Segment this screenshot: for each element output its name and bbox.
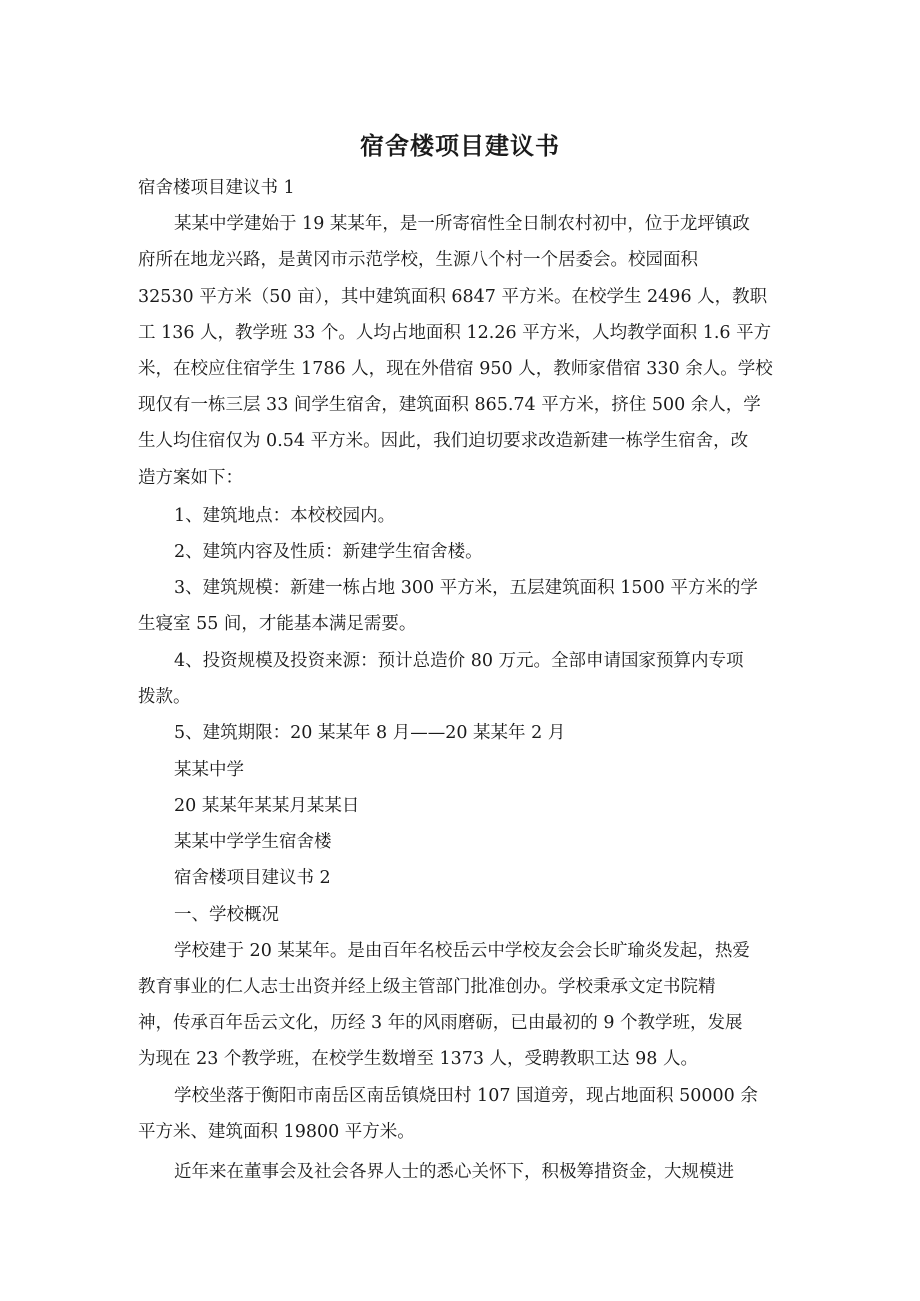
paragraph-line: 近年来在董事会及社会各界人士的悉心关怀下，积极筹措资金，大规模进 <box>174 1162 734 1182</box>
section-heading: 宿舍楼项目建议书 1 <box>138 178 295 198</box>
paragraph-line: 教育事业的仁人志士出资并经上级主管部门批准创办。学校秉承文定书院精 <box>138 977 716 997</box>
paragraph-line: 府所在地龙兴路，是黄冈市示范学校，生源八个村一个居委会。校园面积 <box>138 250 698 270</box>
paragraph-line: 32530 平方米（50 亩），其中建筑面积 6847 平方米。在校学生 2496 人，教职 <box>138 287 768 307</box>
paragraph-line: 为现在 23 个教学班，在校学生数增至 1373 人，受聘教职工达 98 人。 <box>138 1049 698 1069</box>
paragraph-line: 现仅有一栋三层 33 间学生宿舍，建筑面积 865.74 平方米，挤住 500 余人，学 <box>138 395 761 415</box>
paragraph-line: 平方米、建筑面积 19800 平方米。 <box>138 1122 415 1142</box>
paragraph-line: 生人均住宿仅为 0.54 平方米。因此，我们迫切要求改造新建一栋学生宿舍，改 <box>138 431 749 451</box>
signature-date: 20 某某年某某月某某日 <box>174 796 360 816</box>
list-item: 2、建筑内容及性质：新建学生宿舍楼。 <box>174 542 483 562</box>
list-item: 3、建筑规模：新建一栋占地 300 平方米，五层建筑面积 1500 平方米的学 <box>174 578 758 598</box>
list-item: 1、建筑地点：本校校园内。 <box>174 506 396 526</box>
section-heading: 宿舍楼项目建议书 2 <box>174 868 331 888</box>
signature-school: 某某中学 <box>174 760 244 780</box>
paragraph-line: 某某中学建始于 19 某某年，是一所寄宿性全日制农村初中，位于龙坪镇政 <box>174 214 750 234</box>
paragraph-line: 学校建于 20 某某年。是由百年名校岳云中学校友会会长旷瑜炎发起，热爱 <box>174 941 750 961</box>
list-item: 4、投资规模及投资来源：预计总造价 80 万元。全部申请国家预算内专项 <box>174 651 744 671</box>
paragraph-line: 造方案如下： <box>138 468 243 488</box>
list-item-continuation: 拨款。 <box>138 687 191 707</box>
list-item-continuation: 生寝室 55 间，才能基本满足需要。 <box>138 614 417 634</box>
subsection-heading: 一、学校概况 <box>174 905 279 925</box>
paragraph-line: 某某中学学生宿舍楼 <box>174 832 332 852</box>
list-item: 5、建筑期限：20 某某年 8 月——20 某某年 2 月 <box>174 723 566 743</box>
paragraph-line: 工 136 人，教学班 33 个。人均占地面积 12.26 平方米，人均教学面积 1.6 平方 <box>138 323 772 343</box>
paragraph-line: 学校坐落于衡阳市南岳区南岳镇烧田村 107 国道旁，现占地面积 50000 余 <box>174 1086 758 1106</box>
paragraph-line: 米，在校应住宿学生 1786 人，现在外借宿 950 人，教师家借宿 330 余人。学校 <box>138 359 773 379</box>
paragraph-line: 神，传承百年岳云文化，历经 3 年的风雨磨砺，已由最初的 9 个教学班，发展 <box>138 1013 743 1033</box>
document-title: 宿舍楼项目建议书 <box>360 132 560 160</box>
